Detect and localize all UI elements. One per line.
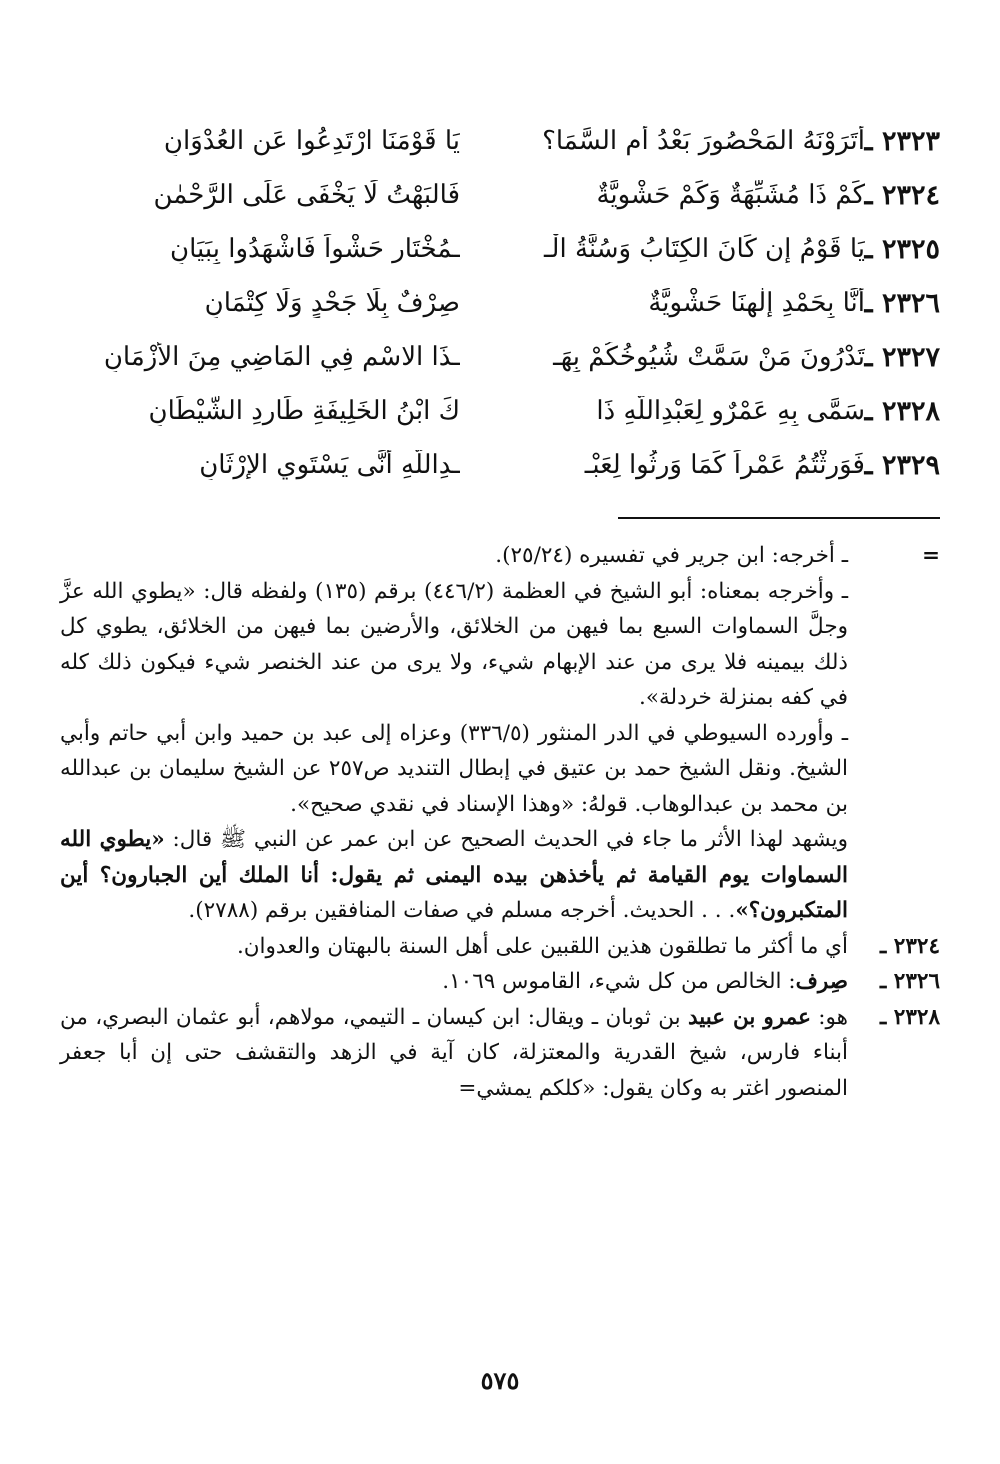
- footnote-text: بن ثوبان ـ ويقال: ابن كيسان ـ التيمي، مولاهم، أبو عثمان البصري، من أبناء فارس، شيخ القدرية والمعتزلة، كان آية في الزهد والتقشف حتى إن أبا جعفر المنصور اغتر به وكان يقول: «كلكم يمشي=: [60, 1004, 848, 1101]
- verse-number: ٢٣٢٩ ـ: [864, 450, 940, 481]
- verse-first-hemistich: تَدْرُونَ مَنْ سَمَّتْ شُيُوخُكُمْ بِهَـ: [553, 342, 865, 372]
- verse-first-hemistich: أَتَرَوْنَهُ المَحْصُورَ بَعْدُ أَمِ السَّمَا؟: [542, 126, 865, 156]
- footnote-number: ٢٣٢٦ ـ: [880, 969, 940, 994]
- footnote-number: ٢٣٢٨ ـ: [880, 1004, 940, 1030]
- verse-number: ٢٣٢٧ ـ: [864, 342, 940, 373]
- verse-line: [60, 172, 940, 226]
- footnote-separator: [618, 517, 940, 519]
- verse-first-hemistich: يَا قَوْمُ إِن كَانَ الكِتَابُ وَسُنَّةُ الْـ: [543, 234, 865, 264]
- verse-second-hemistich: ـدِاللَّهِ أَنَّى يَسْتَوِي الإِرْثَانِ: [199, 450, 460, 480]
- verse-number: ٢٣٢٣ ـ: [864, 126, 940, 157]
- verse-line: [60, 118, 940, 172]
- verse-line: [60, 442, 940, 496]
- footnotes: [60, 538, 940, 1106]
- witness-intro: ويشهد لهذا الأثر ما جاء في الحديث الصحيح عن ابن عمر عن النبي ﷺ قال:: [164, 827, 849, 852]
- person-name: عمرو بن عبيد: [687, 1004, 811, 1030]
- verse-second-hemistich: صِرْفٌ بِلَا جَحْدٍ وَلَا كِتْمَانِ: [204, 288, 460, 318]
- footnote-2326: [60, 964, 940, 1000]
- footnote-paragraph: ـ أخرجه: ابن جرير في تفسيره (٢٥/٢٤).: [495, 543, 848, 568]
- footnote-2324: [60, 929, 940, 965]
- verse-first-hemistich: فَوَرِثْتُمُ عَمْراً كَمَا وَرِثُوا لِعَبْـ: [584, 450, 865, 480]
- verse-first-hemistich: سَمَّى بِهِ عَمْرٌو لِعَبْدِاللَّهِ ذَا: [596, 396, 865, 426]
- hadith-text: «يطوي الله السماوات يوم القيامة ثم يأخذهن بيده اليمنى ثم يقول: أنا الملك أين الجبارون؟ أين المتكبرون؟»: [60, 827, 848, 923]
- verse-first-hemistich: كَمْ ذَا مُشَبِّهَةٌ وَكَمْ حَشْوِيَّةٌ: [596, 180, 865, 210]
- footnote-term: صِرف: [795, 969, 848, 994]
- continuation-mark: =: [921, 543, 940, 568]
- verse-second-hemistich: يَا قَوْمَنَا ارْتَدِعُوا عَنِ العُدْوَانِ: [163, 126, 460, 156]
- witness-outro: . . . الحديث. أخرجه مسلم في صفات المنافقين برقم (٢٧٨٨).: [188, 898, 736, 923]
- footnote-prefix: هو:: [810, 1004, 848, 1030]
- verse-second-hemistich: كَ ابْنُ الخَلِيفَةِ طَارِدِ الشَّيْطَانِ: [148, 396, 460, 426]
- verse-line: [60, 334, 940, 388]
- footnote-paragraph: [60, 822, 848, 929]
- footnote-number: ٢٣٢٤ ـ: [880, 933, 940, 959]
- footnote-2328: [60, 1000, 940, 1107]
- footnote-text: : الخالص من كل شيء، القاموس ١٠٦٩.: [442, 969, 796, 994]
- verse-second-hemistich: ـذَا الاسْمِ فِي المَاضِي مِنَ الأَزْمَانِ: [103, 342, 460, 372]
- verse-second-hemistich: ـمُخْتَارِ حَشْواً فَاشْهَدُوا بِبَيَانِ: [170, 234, 460, 264]
- verse-number: ٢٣٢٤ ـ: [864, 180, 940, 211]
- footnote-continued: [60, 538, 940, 929]
- verse-line: [60, 226, 940, 280]
- verse-line: [60, 280, 940, 334]
- footnote-paragraph: ـ وأورده السيوطي في الدر المنثور (٣٣٦/٥) وعزاه إلى عبد بن حميد وابن أبي حاتم وأبي الشيخ. ونقل الشيخ حمد بن عتيق في إبطال التنديد ص٢٥٧ عن الشيخ سليمان بن عبدالله بن محمد بن عبدالوهاب. قولهُ: «وهذا الإسناد في نقدي صحيح».: [60, 720, 848, 817]
- page-number: ٥٧٥: [480, 1366, 520, 1395]
- verse-number: ٢٣٢٥ ـ: [864, 234, 940, 265]
- footnote-text: أي ما أكثر ما تطلقون هذين اللقبين على أهل السنة بالبهتان والعدوان.: [236, 933, 848, 959]
- poem-verses: [60, 118, 940, 496]
- verse-first-hemistich: أَنَّا بِحَمْدِ إِلٰهِنَا حَشْوِيَّةٌ: [648, 288, 865, 318]
- footnote-paragraph: ـ وأخرجه بمعناه: أبو الشيخ في العظمة (٤٤٦/٢) برقم (١٣٥) ولفظه قال: «يطوي الله عزَّ وجلَّ السماوات السبع بما فيهن من الخلائق، والأرضين بما فيهن من الخلائق، يطوي كل ذلك بيمينه فلا يرى من عند الإبهام شيء، ولا يرى من عند الخنصر شيء فيكون ذلك كله في كفه بمنزلة خردلة».: [60, 578, 848, 710]
- verse-second-hemistich: فَالبَهْتُ لَا يَخْفَى عَلَى الرَّحْمٰنِ: [153, 180, 460, 210]
- verse-line: [60, 388, 940, 442]
- verse-number: ٢٣٢٦ ـ: [864, 288, 940, 319]
- verse-number: ٢٣٢٨ ـ: [864, 396, 940, 427]
